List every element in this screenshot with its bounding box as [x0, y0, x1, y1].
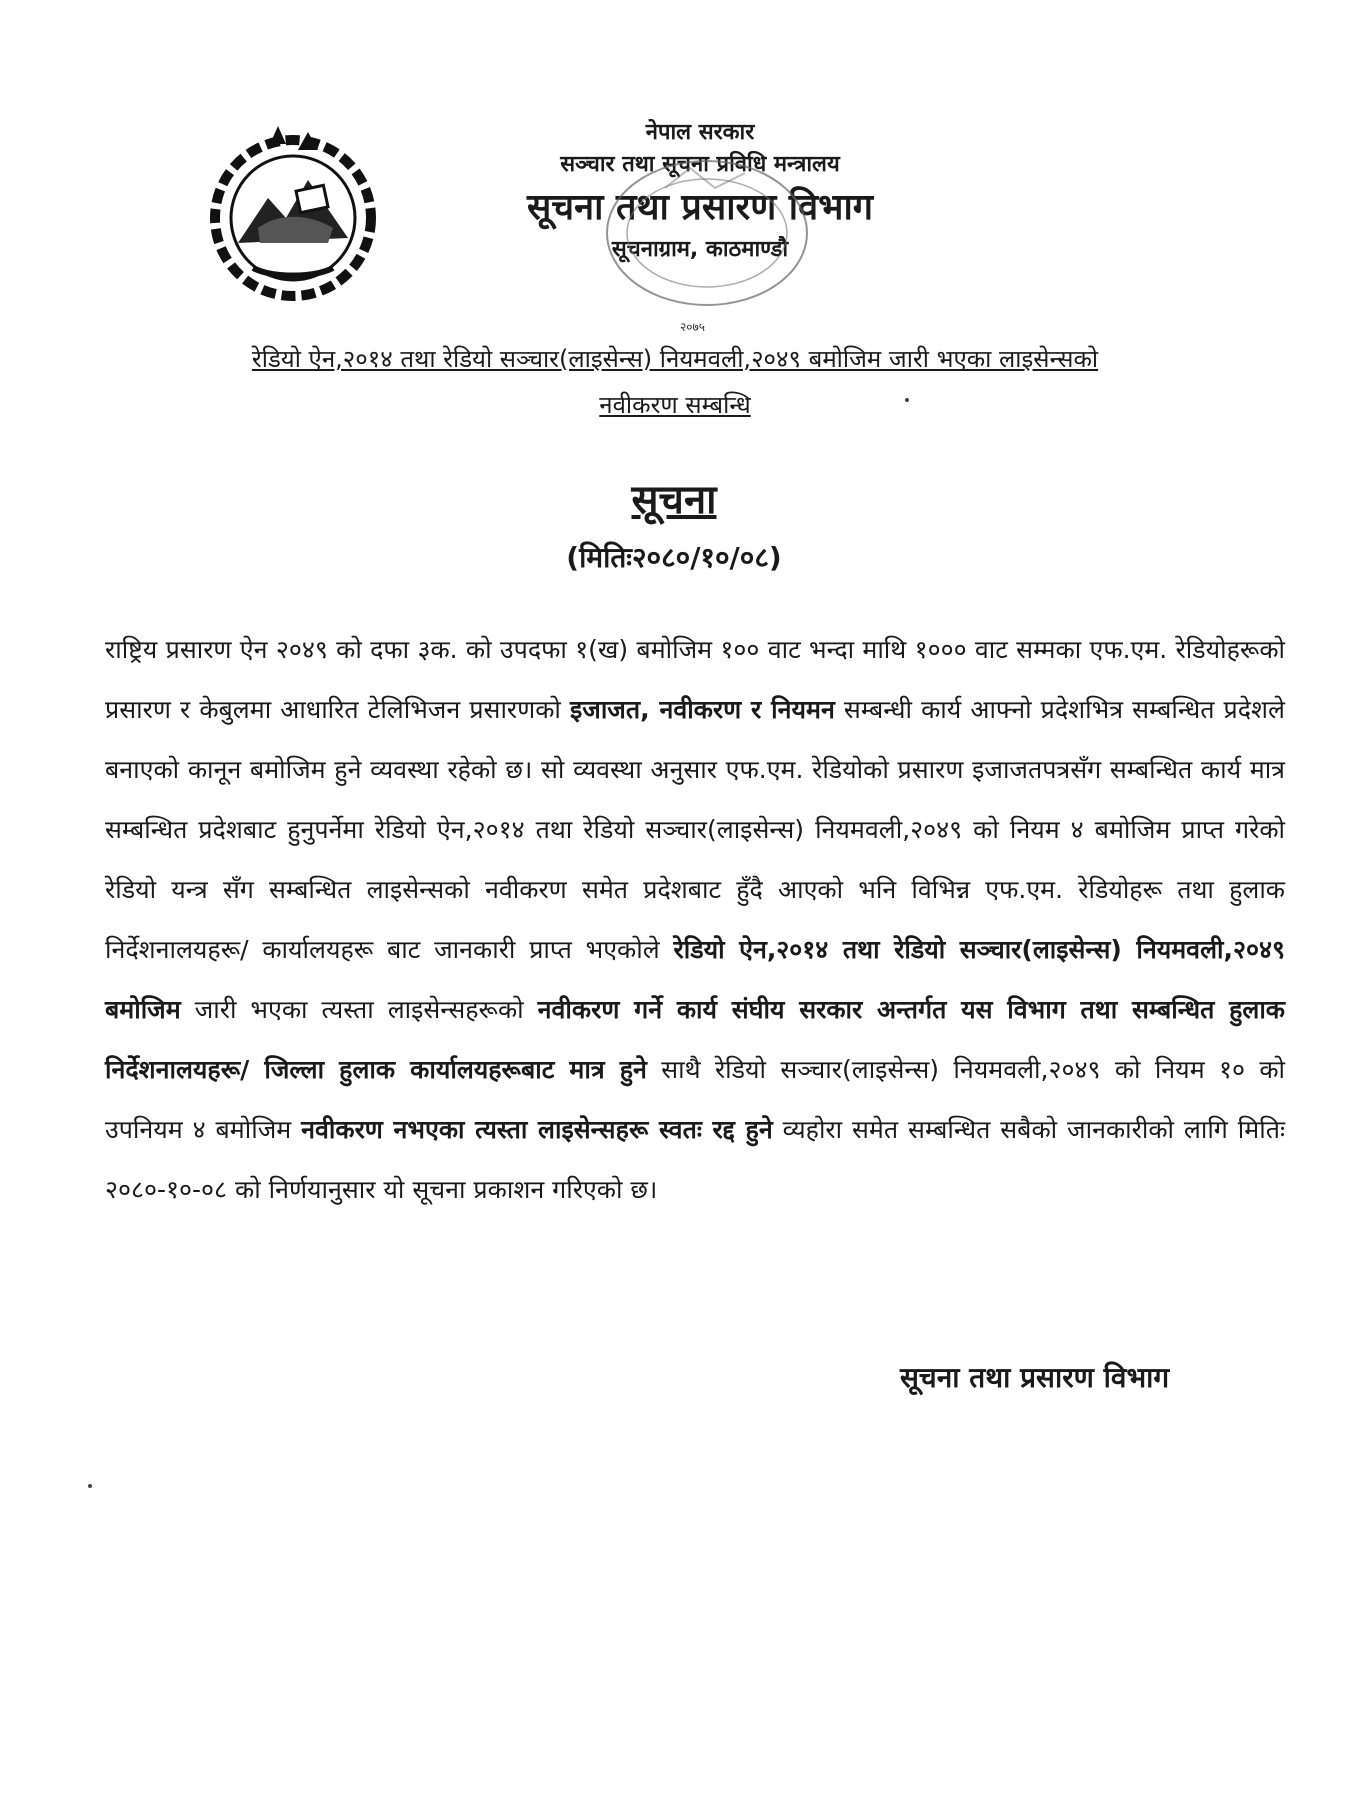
- scan-speck: [88, 1484, 92, 1488]
- round-office-stamp-icon: [595, 148, 820, 318]
- subject-line-2: नवीकरण सम्बन्धि: [599, 391, 751, 419]
- subject-line-1: रेडियो ऐन,२०१४ तथा रेडियो सञ्चार(लाइसेन्स) नियमवली,२०४९ बमोजिम जारी भएका लाइसेन्सको: [251, 345, 1099, 373]
- notice-subject: [100, 336, 1250, 428]
- department-name: सूचना तथा प्रसारण विभाग: [526, 187, 874, 228]
- ministry-name: सञ्चार तथा सूचना प्रविधि मन्त्रालय: [560, 152, 840, 177]
- body-text-3: जारी भएका त्यस्ता लाइसेन्सहरूको: [180, 995, 538, 1024]
- body-bold-3: नवीकरण गर्ने कार्य संघीय सरकार अन्तर्गत यस विभाग तथा सम्बन्धित हुलाक निर्देशनालयहरू/ जिल्ला हुलाक कार्यालयहरूबाट मात्र हुने: [105, 995, 1285, 1084]
- body-bold-4: नवीकरण नभएका त्यस्ता लाइसेन्सहरू स्वतः रद्द हुने: [301, 1115, 773, 1144]
- body-text-1: राष्ट्रिय प्रसारण ऐन २०४९ को दफा ३क. को उपदफा १(ख) बमोजिम १०० वाट भन्दा माथि १००० वाट सम्मका एफ.एम. रेडियोहरूको प्रसारण र केबुलमा आधारित टेलिभिजन प्रसारणको: [105, 635, 1285, 724]
- body-bold-2: रेडियो ऐन,२०१४ तथा रेडियो सञ्चार(लाइसेन्स) नियमवली,२०४९ बमोजिम: [105, 935, 1285, 1024]
- notice-title: सूचना: [631, 477, 717, 523]
- government-name: नेपाल सरकार: [645, 120, 755, 145]
- body-bold-1: इजाजत, नवीकरण र नियमन: [570, 695, 835, 724]
- body-text-5: व्यहोरा समेत सम्बन्धित सबैको जानकारीको लागि मितिः २०८०-१०-०८ को निर्णयानुसार यो सूचना प्रकाशन गरिएको छ।: [105, 1115, 1285, 1204]
- scan-speck: [905, 398, 909, 402]
- body-text-2: सम्बन्धी कार्य आफ्नो प्रदेशभित्र सम्बन्धित प्रदेशले बनाएको कानून बमोजिम हुने व्यवस्था रहेको छ। सो व्यवस्था अनुसार एफ.एम. रेडियोको प्रसारण इजाजतपत्रसँग सम्बन्धित कार्य मात्र सम्बन्धित प्रदेशबाट हुनुपर्नेमा रेडियो ऐन,२०१४ तथा रेडियो सञ्चार(लाइसेन्स) नियमवली,२०४९ को नियम ४ बमोजिम प्राप्त गरेको रेडियो यन्त्र सँग सम्बन्धित लाइसेन्सको नवीकरण समेत प्रदेशबाट हुँदै आएको भनि विभिन्न एफ.एम. रेडियोहरू तथा हुलाक निर्देशनालयहरू/ कार्यालयहरू बाट जानकारी प्राप्त भएकोले: [105, 695, 1285, 964]
- notice-body: [105, 620, 1285, 1220]
- stamp-year: २०७५: [680, 320, 705, 334]
- body-text-4: साथै रेडियो सञ्चार(लाइसेन्स) नियमवली,२०४९ को नियम १० को उपनियम ४ बमोजिम: [105, 1055, 1285, 1144]
- department-address: सूचनाग्राम, काठमाण्डौ: [611, 237, 789, 262]
- signature-department: सूचना तथा प्रसारण विभाग: [900, 1361, 1170, 1394]
- notice-date: (मितिः२०८०/१०/०८): [566, 541, 782, 574]
- nepal-government-emblem-icon: [198, 118, 388, 308]
